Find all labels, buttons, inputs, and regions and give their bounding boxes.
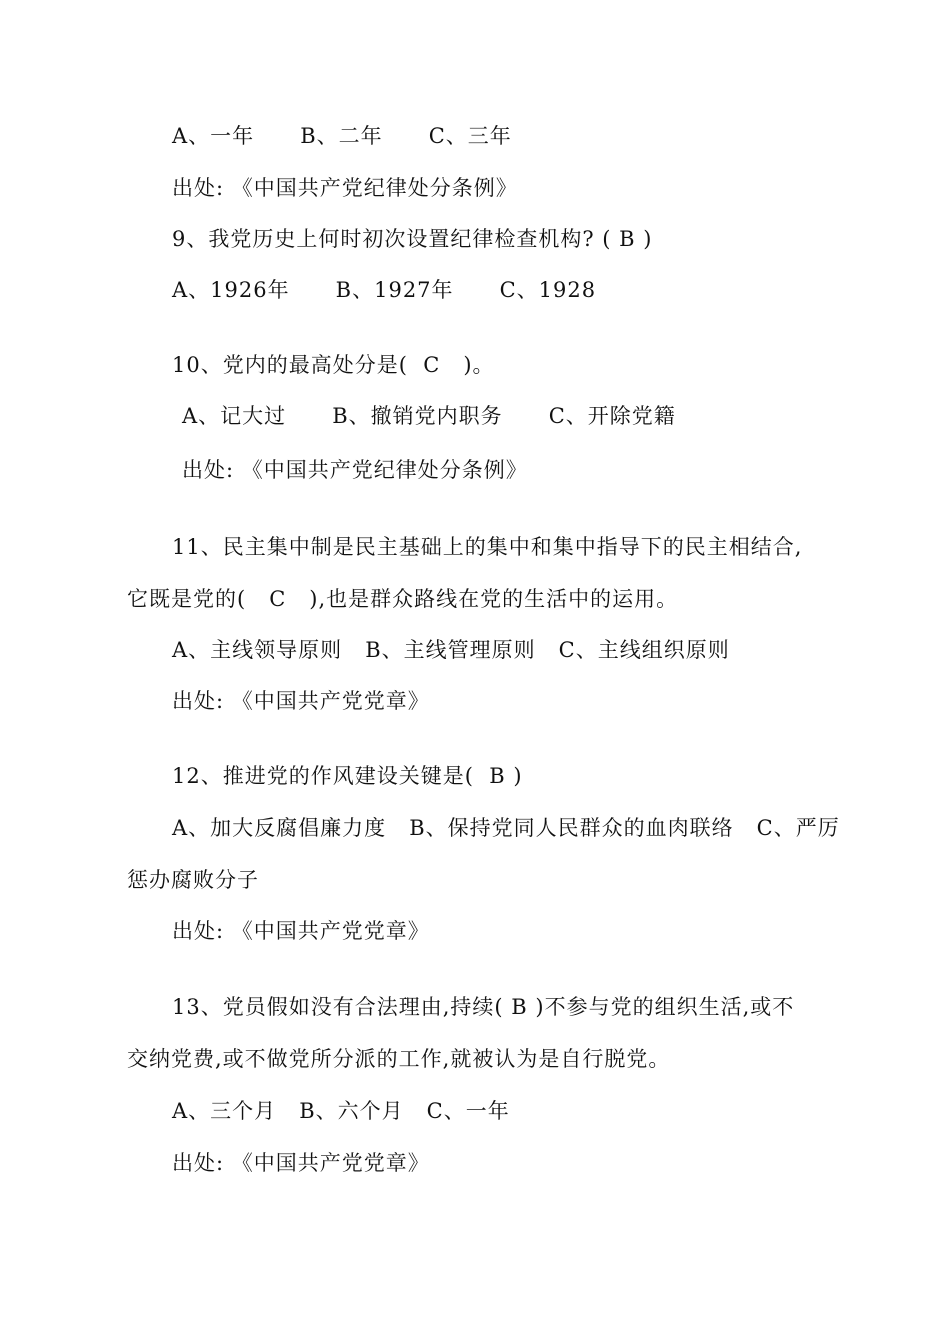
q9-question: 9、我党历史上何时初次设置纪律检查机构? ( B )	[172, 227, 653, 251]
q12-source: 出处: 《中国共产党党章》	[172, 919, 430, 943]
q11-options: A、主线领导原则 B、主线管理原则 C、主线组织原则	[172, 638, 730, 662]
q12-options-line2: 惩办腐败分子	[127, 868, 259, 892]
q13-question-line1: 13、党员假如没有合法理由,持续( B )不参与党的组织生活,或不	[172, 995, 795, 1019]
q13-source: 出处: 《中国共产党党章》	[172, 1151, 430, 1175]
q10-options: A、记大过 B、撤销党内职务 C、开除党籍	[182, 404, 676, 428]
q13-question-line2: 交纳党费,或不做党所分派的工作,就被认为是自行脱党。	[127, 1047, 671, 1071]
q8-options: A、一年 B、二年 C、三年	[172, 124, 512, 148]
q12-options-line1: A、加大反腐倡廉力度 B、保持党同人民群众的血肉联络 C、严厉	[172, 816, 840, 840]
q11-source: 出处: 《中国共产党党章》	[172, 689, 430, 713]
q8-source: 出处: 《中国共产党纪律处分条例》	[172, 176, 518, 200]
q10-question: 10、党内的最高处分是( C )。	[172, 353, 495, 377]
q11-question-line2: 它既是党的( C ),也是群众路线在党的生活中的运用。	[127, 587, 679, 611]
q11-question-line1: 11、民主集中制是民主基础上的集中和集中指导下的民主相结合,	[172, 535, 803, 559]
q9-options: A、1926年 B、1927年 C、1928	[172, 278, 597, 302]
q10-source: 出处: 《中国共产党纪律处分条例》	[182, 458, 528, 482]
q12-question: 12、推进党的作风建设关键是( B )	[172, 764, 523, 788]
q13-options: A、三个月 B、六个月 C、一年	[172, 1099, 510, 1123]
